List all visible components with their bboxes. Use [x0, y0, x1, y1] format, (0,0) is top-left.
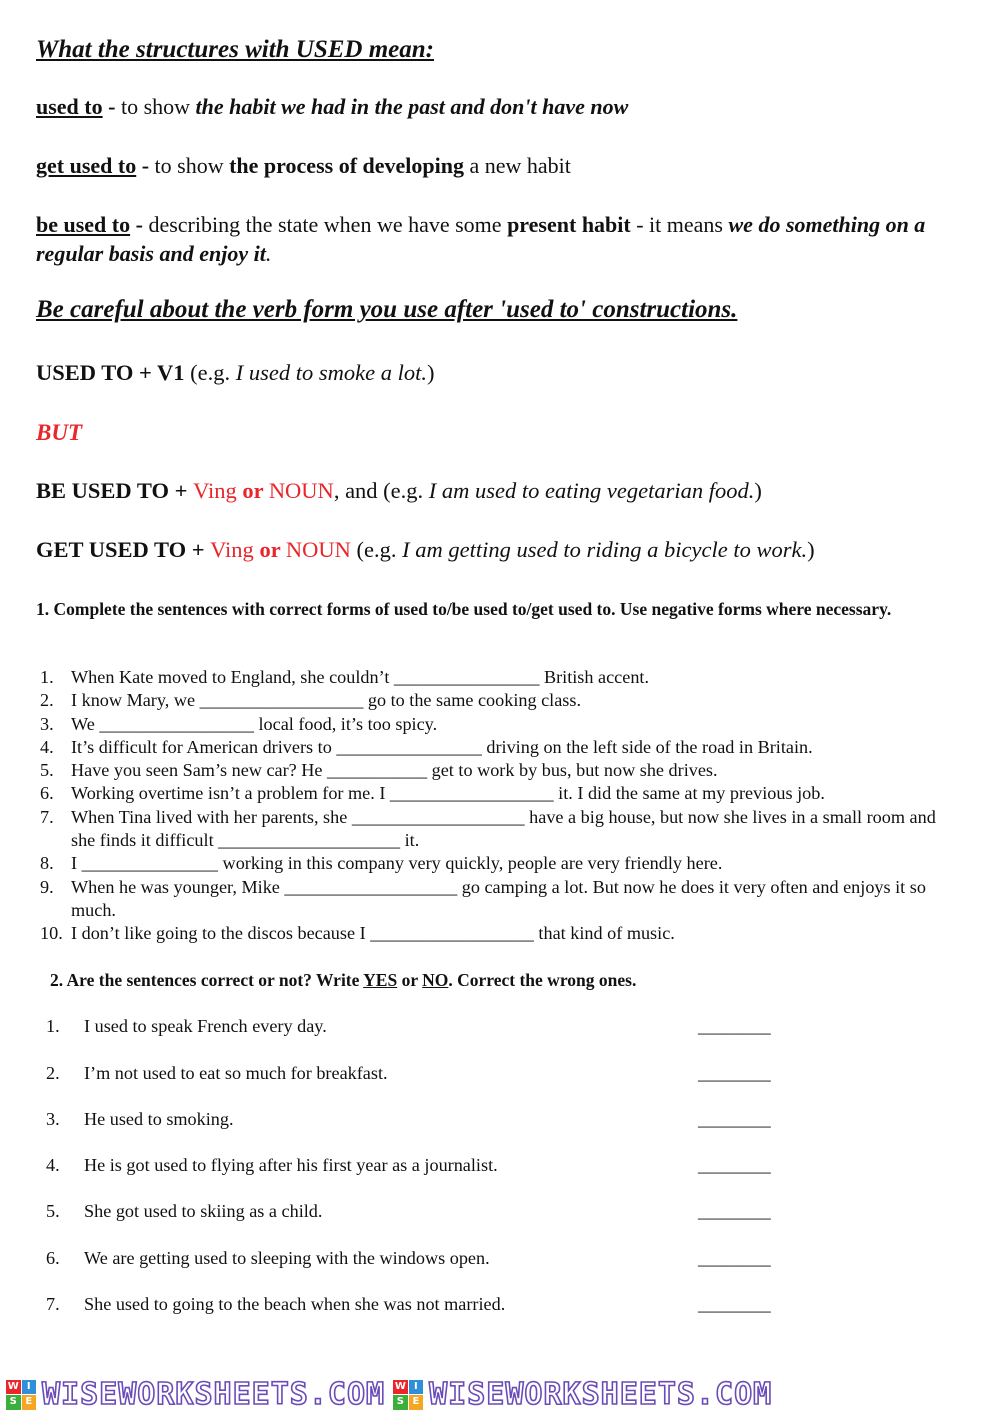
definition-get-used-to: get used to - to show the process of developing a new habit [36, 153, 571, 178]
answer-blank: ________ [698, 1155, 771, 1175]
exercise-2-item: 5. She got used to skiing as a child. ________ [40, 1201, 780, 1222]
list-item: 3. We _________________ local food, it’s too spicy. [40, 713, 438, 734]
exercise-2-item: 7. She used to going to the beach when she was not married. ________ [40, 1294, 780, 1315]
term-be-used-to: be used to [36, 212, 131, 237]
answer-blank: ________ [698, 1201, 771, 1221]
term-get-used-to: get used to [36, 153, 137, 178]
no-keyword: NO [422, 970, 449, 990]
list-item: 4. It’s difficult for American drivers to ________________ driving on the left side of the road in Britain. [40, 736, 813, 757]
list-item: 2. I know Mary, we __________________ go to the same cooking class. [40, 690, 582, 711]
list-item: 8. I _______________ working in this company very quickly, people are very friendly here. [40, 853, 723, 874]
exercise-2-item: 6. We are getting used to sleeping with the windows open. ________ [40, 1248, 780, 1269]
page-title: What the structures with USED mean: [36, 36, 435, 63]
footer-watermark [0, 1376, 1000, 1413]
answer-blank: ________ [698, 1248, 771, 1268]
logo-icon: W I S E [6, 1380, 36, 1410]
careful-heading: Be careful about the verb form you use after 'used to' constructions. [36, 296, 738, 323]
yes-keyword: YES [363, 970, 398, 990]
brand-text: WISEWORKSHEETS.COM [42, 1377, 386, 1412]
rule-be-used-to: BE USED TO + Ving or NOUN, and (e.g. I am used to eating vegetarian food.) [36, 478, 762, 503]
exercise-2-item: 1. I used to speak French every day. ________ [40, 1016, 780, 1037]
exercise-2-item: 2. I’m not used to eat so much for breakfast. ________ [40, 1063, 780, 1084]
answer-blank: ________ [698, 1109, 771, 1129]
list-item: 5. Have you seen Sam’s new car? He ___________ get to work by bus, but now she drives. [40, 760, 718, 781]
definition-be-used-to: be used to - describing the state when we have some present habit - it means we do something on a regular basis and enjoy it. [36, 212, 926, 266]
list-item: 7. When Tina lived with her parents, she ___________________ have a big house, but now she lives in a small room and she finds it difficult ____________________ it. [40, 806, 936, 851]
answer-blank: ________ [698, 1016, 771, 1036]
list-item: 6. Working overtime isn’t a problem for me. I __________________ it. I did the same at my previous job. [40, 783, 825, 804]
rule-used-to: USED TO + V1 (e.g. I used to smoke a lot.) [36, 360, 435, 385]
exercise-1-title: 1. Complete the sentences with correct forms of used to/be used to/get used to. Use negative forms where necessary. [36, 599, 892, 619]
exercise-2-item: 3. He used to smoking. ________ [40, 1109, 780, 1130]
list-item: 1. When Kate moved to England, she couldn’t ________________ British accent. [40, 667, 650, 687]
definition-used-to: used to - to show the habit we had in the past and don't have now [36, 94, 629, 119]
but-label: BUT [36, 420, 82, 445]
answer-blank: ________ [698, 1063, 771, 1083]
exercise-1-list [40, 666, 960, 946]
rule-get-used-to: GET USED TO + Ving or NOUN (e.g. I am getting used to riding a bicycle to work.) [36, 537, 815, 562]
exercise-2-item: 4. He is got used to flying after his first year as a journalist. ________ [40, 1155, 780, 1176]
list-item: 9. When he was younger, Mike ___________________ go camping a lot. But now he does it very often and enjoys it so much. [40, 876, 926, 920]
definition-emphasis: the habit we had in the past and don't have now [195, 94, 629, 119]
brand-text: WISEWORKSHEETS.COM [429, 1377, 773, 1412]
answer-blank: ________ [698, 1294, 771, 1314]
logo-icon: W I S E [393, 1380, 423, 1410]
list-item: 10. I don’t like going to the discos because I __________________ that kind of music. [40, 923, 675, 944]
exercise-2-title: 2. Are the sentences correct or not? Write YES or NO. Correct the wrong ones. [50, 970, 637, 990]
term-used-to: used to [36, 94, 103, 119]
